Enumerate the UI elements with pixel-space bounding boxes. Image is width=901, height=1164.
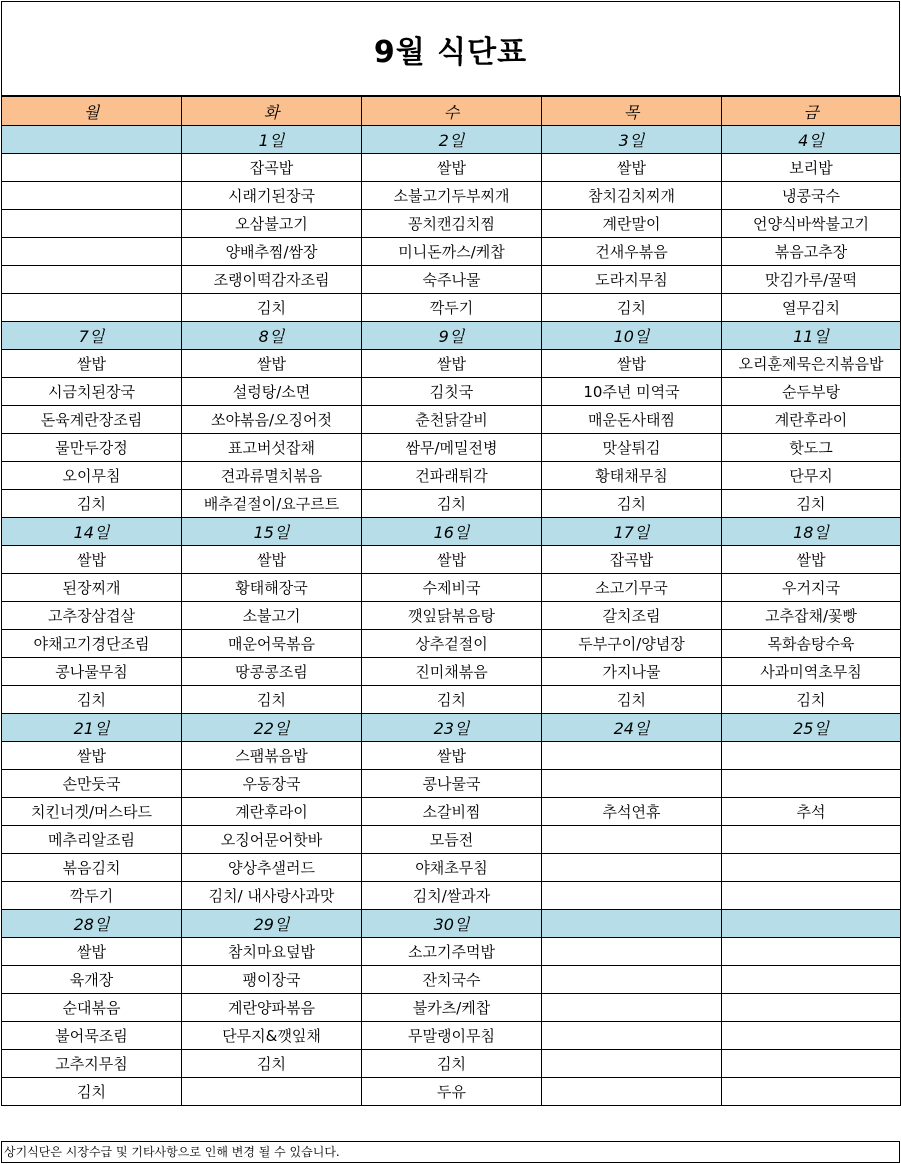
meal-cell: 건파래튀각 <box>362 462 542 490</box>
meal-row <box>2 938 901 966</box>
meal-cell: 김치 <box>722 490 901 518</box>
meal-cell: 쌈무/메밀전병 <box>362 434 542 462</box>
meal-cell <box>542 854 722 882</box>
meal-cell: 고추잡채/꽃빵 <box>722 602 901 630</box>
meal-cell: 순두부탕 <box>722 378 901 406</box>
meal-row <box>2 742 901 770</box>
meal-cell <box>722 1050 901 1078</box>
meal-cell: 춘천닭갈비 <box>362 406 542 434</box>
meal-cell: 계란후라이 <box>722 406 901 434</box>
meal-cell: 수제비국 <box>362 574 542 602</box>
date-cell: 15일 <box>182 518 362 546</box>
meal-cell <box>542 1078 722 1106</box>
meal-cell: 콩나물국 <box>362 770 542 798</box>
meal-cell <box>542 966 722 994</box>
meal-cell: 땅콩콩조림 <box>182 658 362 686</box>
meal-cell: 돈육계란장조림 <box>2 406 182 434</box>
meal-cell: 황태해장국 <box>182 574 362 602</box>
date-cell: 11일 <box>722 322 901 350</box>
meal-cell: 메추리알조림 <box>2 826 182 854</box>
date-cell: 10일 <box>542 322 722 350</box>
meal-cell: 고추지무침 <box>2 1050 182 1078</box>
meal-cell: 스팸볶음밥 <box>182 742 362 770</box>
date-cell: 16일 <box>362 518 542 546</box>
meal-cell: 우거지국 <box>722 574 901 602</box>
meal-cell: 깻잎닭볶음탕 <box>362 602 542 630</box>
meal-cell: 팽이장국 <box>182 966 362 994</box>
meal-row <box>2 462 901 490</box>
weekday-thu: 목 <box>542 97 722 126</box>
date-cell: 17일 <box>542 518 722 546</box>
meal-cell: 견과류멸치볶음 <box>182 462 362 490</box>
meal-cell: 가지나물 <box>542 658 722 686</box>
date-row <box>2 714 901 742</box>
meal-cell: 김치 <box>2 490 182 518</box>
meal-cell: 두부구이/양념장 <box>542 630 722 658</box>
meal-row <box>2 210 901 238</box>
meal-cell: 김치 <box>182 686 362 714</box>
meal-row <box>2 574 901 602</box>
meal-cell: 우동장국 <box>182 770 362 798</box>
meal-cell: 김치 <box>542 686 722 714</box>
meal-cell <box>2 238 182 266</box>
meal-cell <box>722 882 901 910</box>
meal-row <box>2 798 901 826</box>
meal-row <box>2 602 901 630</box>
meal-cell: 김치/쌀과자 <box>362 882 542 910</box>
date-row <box>2 518 901 546</box>
meal-cell: 매운어묵볶음 <box>182 630 362 658</box>
meal-cell: 김치 <box>182 294 362 322</box>
date-cell: 7일 <box>2 322 182 350</box>
meal-row <box>2 854 901 882</box>
meal-cell: 오리훈제묵은지볶음밥 <box>722 350 901 378</box>
date-cell: 18일 <box>722 518 901 546</box>
meal-row <box>2 406 901 434</box>
meal-row <box>2 294 901 322</box>
meal-cell: 잔치국수 <box>362 966 542 994</box>
date-cell: 2일 <box>362 126 542 154</box>
date-cell: 14일 <box>2 518 182 546</box>
meal-cell: 쌀밥 <box>542 350 722 378</box>
meal-cell: 볶음김치 <box>2 854 182 882</box>
date-cell: 21일 <box>2 714 182 742</box>
meal-cell: 오삼불고기 <box>182 210 362 238</box>
date-row <box>2 126 901 154</box>
meal-row <box>2 546 901 574</box>
weekday-fri: 금 <box>722 97 901 126</box>
meal-cell <box>722 1022 901 1050</box>
meal-cell: 모듬전 <box>362 826 542 854</box>
meal-cell: 고추장삼겹살 <box>2 602 182 630</box>
meal-cell: 쌀밥 <box>362 154 542 182</box>
meal-cell: 김치 <box>182 1050 362 1078</box>
meal-row <box>2 826 901 854</box>
meal-cell: 된장찌개 <box>2 574 182 602</box>
meal-row <box>2 686 901 714</box>
meal-cell: 냉콩국수 <box>722 182 901 210</box>
meal-row <box>2 994 901 1022</box>
menu-table-body <box>2 97 901 1106</box>
date-cell: 23일 <box>362 714 542 742</box>
meal-row <box>2 1022 901 1050</box>
meal-cell <box>722 770 901 798</box>
meal-cell: 목화솜탕수육 <box>722 630 901 658</box>
meal-cell: 쌀밥 <box>182 546 362 574</box>
meal-row <box>2 658 901 686</box>
meal-cell: 야채초무침 <box>362 854 542 882</box>
meal-cell: 꽁치캔김치찜 <box>362 210 542 238</box>
meal-cell: 숙주나물 <box>362 266 542 294</box>
meal-cell: 보리밥 <box>722 154 901 182</box>
meal-cell: 볶음고추장 <box>722 238 901 266</box>
meal-row <box>2 182 901 210</box>
meal-cell: 쏘야볶음/오징어젓 <box>182 406 362 434</box>
meal-cell <box>542 742 722 770</box>
meal-cell: 계란후라이 <box>182 798 362 826</box>
menu-table <box>1 96 901 1106</box>
meal-cell: 김치 <box>362 490 542 518</box>
date-cell: 30일 <box>362 910 542 938</box>
meal-row <box>2 434 901 462</box>
meal-cell: 김치 <box>362 686 542 714</box>
meal-row <box>2 154 901 182</box>
date-cell: 28일 <box>2 910 182 938</box>
meal-cell: 잡곡밥 <box>182 154 362 182</box>
meal-cell <box>542 1050 722 1078</box>
meal-cell: 콩나물무침 <box>2 658 182 686</box>
meal-cell: 치킨너겟/머스타드 <box>2 798 182 826</box>
meal-cell: 추석 <box>722 798 901 826</box>
weekday-mon: 월 <box>2 97 182 126</box>
footer-note: 상기식단은 시장수급 및 기타사항으로 인해 변경 될 수 있습니다. <box>1 1141 900 1163</box>
meal-cell: 쌀밥 <box>362 742 542 770</box>
meal-cell: 오징어문어핫바 <box>182 826 362 854</box>
meal-cell: 소고기주먹밥 <box>362 938 542 966</box>
meal-cell: 조랭이떡감자조림 <box>182 266 362 294</box>
meal-cell: 맛김가루/꿀떡 <box>722 266 901 294</box>
meal-cell: 쌀밥 <box>2 742 182 770</box>
date-cell: 3일 <box>542 126 722 154</box>
meal-cell: 표고버섯잡채 <box>182 434 362 462</box>
meal-cell: 쌀밥 <box>182 350 362 378</box>
meal-cell: 쌀밥 <box>722 546 901 574</box>
date-row <box>2 910 901 938</box>
meal-cell <box>722 938 901 966</box>
meal-cell: 김치 <box>542 294 722 322</box>
meal-cell: 깍두기 <box>362 294 542 322</box>
meal-cell <box>182 1078 362 1106</box>
meal-row <box>2 966 901 994</box>
date-cell: 22일 <box>182 714 362 742</box>
meal-cell: 갈치조림 <box>542 602 722 630</box>
meal-cell: 손만둣국 <box>2 770 182 798</box>
meal-cell: 언양식바싹불고기 <box>722 210 901 238</box>
meal-cell <box>2 210 182 238</box>
meal-cell: 시래기된장국 <box>182 182 362 210</box>
meal-cell: 맛살튀김 <box>542 434 722 462</box>
meal-cell <box>542 826 722 854</box>
meal-row <box>2 378 901 406</box>
meal-cell <box>722 854 901 882</box>
meal-cell: 소고기무국 <box>542 574 722 602</box>
meal-row <box>2 882 901 910</box>
date-row <box>2 322 901 350</box>
meal-cell: 김치 <box>2 686 182 714</box>
meal-cell: 쌀밥 <box>2 350 182 378</box>
meal-cell: 잡곡밥 <box>542 546 722 574</box>
meal-cell: 쌀밥 <box>542 154 722 182</box>
meal-cell: 열무김치 <box>722 294 901 322</box>
meal-cell: 상추겉절이 <box>362 630 542 658</box>
meal-cell: 김치/ 내사랑사과맛 <box>182 882 362 910</box>
meal-cell: 소불고기두부찌개 <box>362 182 542 210</box>
meal-cell: 계란양파볶음 <box>182 994 362 1022</box>
meal-cell: 양배추찜/쌈장 <box>182 238 362 266</box>
weekday-wed: 수 <box>362 97 542 126</box>
page-title: 9월 식단표 <box>1 1 900 96</box>
meal-cell: 건새우볶음 <box>542 238 722 266</box>
meal-cell: 육개장 <box>2 966 182 994</box>
meal-cell: 추석연휴 <box>542 798 722 826</box>
meal-cell: 계란말이 <box>542 210 722 238</box>
date-cell: 9일 <box>362 322 542 350</box>
meal-cell: 참치마요덮밥 <box>182 938 362 966</box>
meal-cell: 쌀밥 <box>362 546 542 574</box>
weekday-header-row <box>2 97 901 126</box>
meal-row <box>2 238 901 266</box>
meal-cell: 황태채무침 <box>542 462 722 490</box>
meal-cell: 불어묵조림 <box>2 1022 182 1050</box>
meal-cell: 미니돈까스/케찹 <box>362 238 542 266</box>
date-cell: 24일 <box>542 714 722 742</box>
meal-cell: 매운돈사태찜 <box>542 406 722 434</box>
meal-cell <box>2 266 182 294</box>
meal-cell <box>2 182 182 210</box>
meal-cell: 야채고기경단조림 <box>2 630 182 658</box>
meal-cell: 참치김치찌개 <box>542 182 722 210</box>
date-cell <box>542 910 722 938</box>
date-cell <box>2 126 182 154</box>
meal-cell: 소불고기 <box>182 602 362 630</box>
meal-cell <box>722 742 901 770</box>
meal-row <box>2 350 901 378</box>
weekday-tue: 화 <box>182 97 362 126</box>
meal-cell <box>722 994 901 1022</box>
meal-cell: 두유 <box>362 1078 542 1106</box>
meal-cell: 불카츠/케찹 <box>362 994 542 1022</box>
date-cell <box>722 910 901 938</box>
meal-cell: 도라지무침 <box>542 266 722 294</box>
meal-row <box>2 630 901 658</box>
meal-cell: 쌀밥 <box>2 938 182 966</box>
meal-row <box>2 266 901 294</box>
meal-cell: 배추겉절이/요구르트 <box>182 490 362 518</box>
meal-cell: 사과미역초무침 <box>722 658 901 686</box>
meal-cell: 단무지&깻잎채 <box>182 1022 362 1050</box>
meal-cell <box>2 294 182 322</box>
date-cell: 8일 <box>182 322 362 350</box>
meal-cell: 순대볶음 <box>2 994 182 1022</box>
meal-cell: 무말랭이무침 <box>362 1022 542 1050</box>
meal-cell: 김치 <box>542 490 722 518</box>
meal-cell: 시금치된장국 <box>2 378 182 406</box>
date-cell: 29일 <box>182 910 362 938</box>
meal-cell: 소갈비찜 <box>362 798 542 826</box>
meal-cell: 깍두기 <box>2 882 182 910</box>
meal-row <box>2 1078 901 1106</box>
meal-row <box>2 490 901 518</box>
meal-cell <box>542 770 722 798</box>
meal-cell: 핫도그 <box>722 434 901 462</box>
meal-cell: 김치 <box>722 686 901 714</box>
meal-cell <box>542 994 722 1022</box>
meal-cell: 설렁탕/소면 <box>182 378 362 406</box>
meal-row <box>2 770 901 798</box>
meal-row <box>2 1050 901 1078</box>
meal-cell: 김치 <box>2 1078 182 1106</box>
date-cell: 1일 <box>182 126 362 154</box>
meal-cell: 단무지 <box>722 462 901 490</box>
meal-cell: 김칫국 <box>362 378 542 406</box>
date-cell: 4일 <box>722 126 901 154</box>
meal-cell: 쌀밥 <box>2 546 182 574</box>
meal-cell <box>542 1022 722 1050</box>
meal-cell: 진미채볶음 <box>362 658 542 686</box>
date-cell: 25일 <box>722 714 901 742</box>
meal-cell <box>542 882 722 910</box>
meal-cell: 오이무침 <box>2 462 182 490</box>
meal-cell <box>722 826 901 854</box>
meal-cell: 양상추샐러드 <box>182 854 362 882</box>
meal-cell: 김치 <box>362 1050 542 1078</box>
meal-cell: 물만두강정 <box>2 434 182 462</box>
meal-cell: 10주년 미역국 <box>542 378 722 406</box>
meal-cell <box>542 938 722 966</box>
meal-cell <box>722 1078 901 1106</box>
meal-cell <box>2 154 182 182</box>
meal-cell: 쌀밥 <box>362 350 542 378</box>
meal-cell <box>722 966 901 994</box>
